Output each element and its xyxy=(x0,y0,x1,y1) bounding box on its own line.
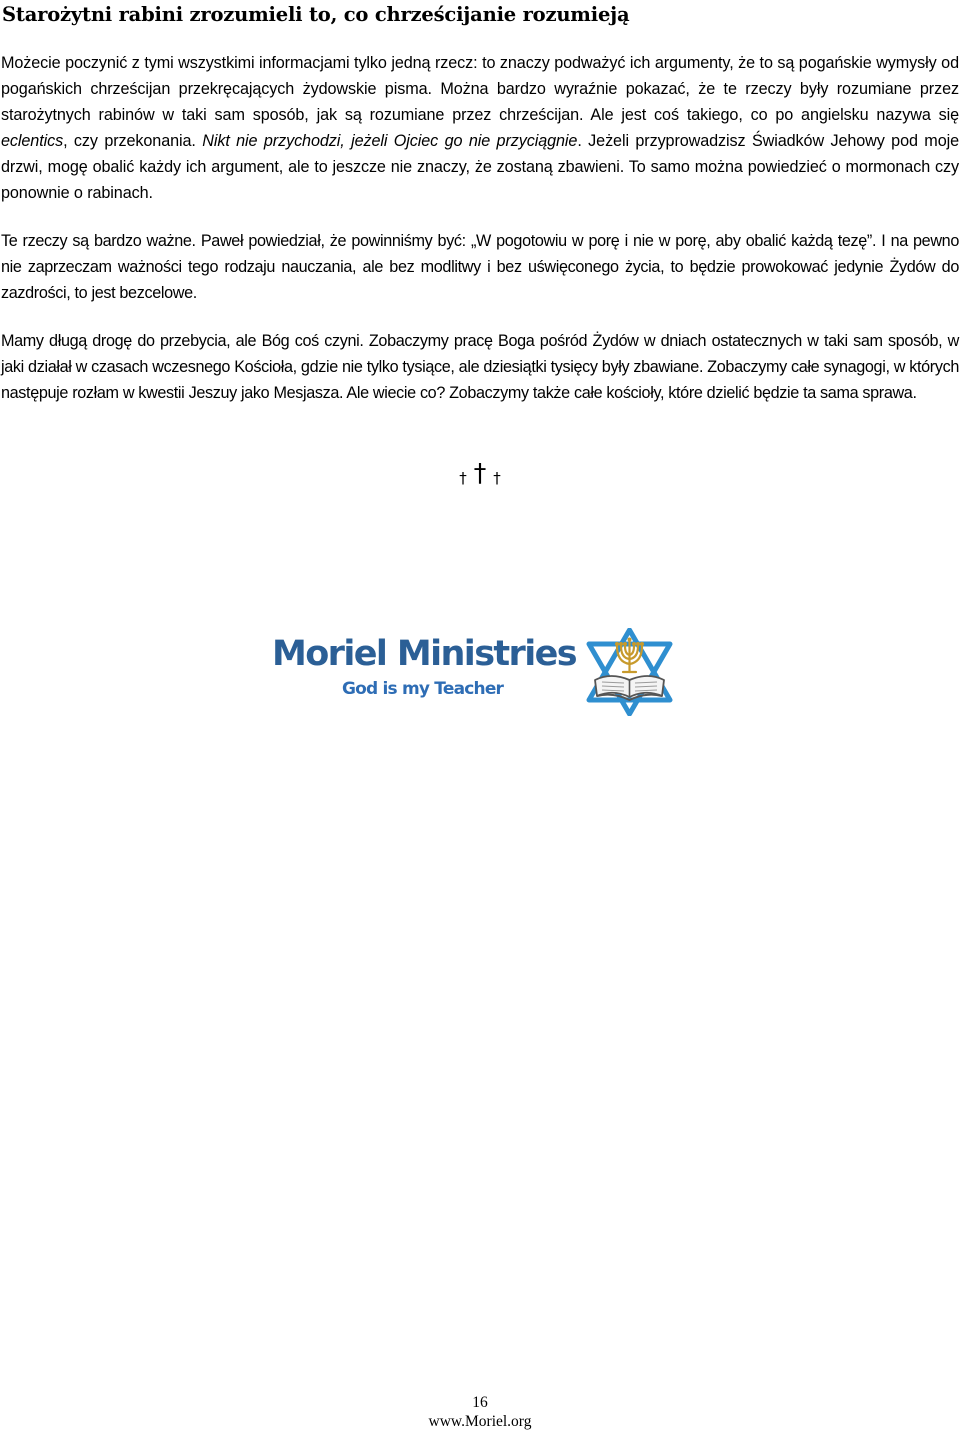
paragraph-1-italic-term: eclentics xyxy=(1,132,64,150)
paragraph-2 xyxy=(1,228,959,306)
paragraph-3-text: Mamy długą drogę do przebycia, ale Bóg coś czyni. Zobaczymy pracę Boga pośród Żydów w dniach ostatecznych w taki sam sposób, w jaki działał w czasach wczesnego Kościoła, gdzie nie tylko tysiące, ale dziesiątki tysięcy były zbawiane. Zobaczymy całe synagogi, w których następuje rozłam w kwestii Jeszuy jako Mesjasza. Ale wiecie co? Zobaczymy także całe kościoły, które dzielić będzie ta sama sprawa. xyxy=(1,332,959,402)
paragraph-1-italic-quote: Nikt nie przychodzi, jeżeli Ojciec go nie przyciągnie xyxy=(202,132,578,150)
paragraph-1-text-3: . Jeżeli przyprowadzisz Świadków Jehowy pod moje drzwi, mogę obalić każdy ich argument, ale to jeszcze nie znaczy, że zostaną zbawieni. To samo można powiedzieć o mormonach czy ponownie o rabinach. xyxy=(1,132,959,202)
logo-tagline: God is my Teacher xyxy=(342,679,504,699)
paragraph-1-text-2: , czy przekonania. xyxy=(63,132,203,150)
paragraph-1 xyxy=(1,50,959,206)
website-url: www.Moriel.org xyxy=(428,1413,532,1430)
large-cross-icon: † xyxy=(473,458,487,487)
paragraph-2-text: Te rzeczy są bardzo ważne. Paweł powiedział, że powinniśmy być: „W pogotowiu w porę i nie w porę, aby obalić każdą tezę”. I na pewno nie zaprzeczam ważności tego rodzaju nauczania, ale bez modlitwy i bez uświęconego życia, to będzie prowokować jedynie Żydów do zazdrości, to jest bezcelowe. xyxy=(1,232,959,302)
article-body xyxy=(1,50,959,428)
page-title: Starożytni rabini zrozumieli to, co chrześcijanie rozumieją xyxy=(2,3,630,26)
page-number: 16 xyxy=(472,1394,488,1411)
star-of-david-menorah-bible-icon xyxy=(583,628,676,716)
paragraph-3 xyxy=(1,328,959,406)
small-cross-icon: † xyxy=(493,469,501,487)
logo-title: Moriel Ministries xyxy=(272,634,576,674)
paragraph-1-text-1: Możecie poczynić z tymi wszystkimi informacjami tylko jedną rzecz: to znaczy podważyć ich argumenty, że to są pogańskie wymysły od pogańskich chrześcijan przekręcających żydowskie pisma. Można bardzo wyraźnie pokazać, że te rzeczy były rozumiane przez starożytnych rabinów w taki sam sposób, jak są rozumiane przez chrześcijan. Ale jest coś takiego, co po angielsku nazywa się xyxy=(1,54,959,124)
small-cross-icon: † xyxy=(459,469,467,487)
page-footer xyxy=(0,1393,960,1431)
moriel-ministries-logo xyxy=(272,628,676,716)
cross-ornament xyxy=(0,458,960,487)
